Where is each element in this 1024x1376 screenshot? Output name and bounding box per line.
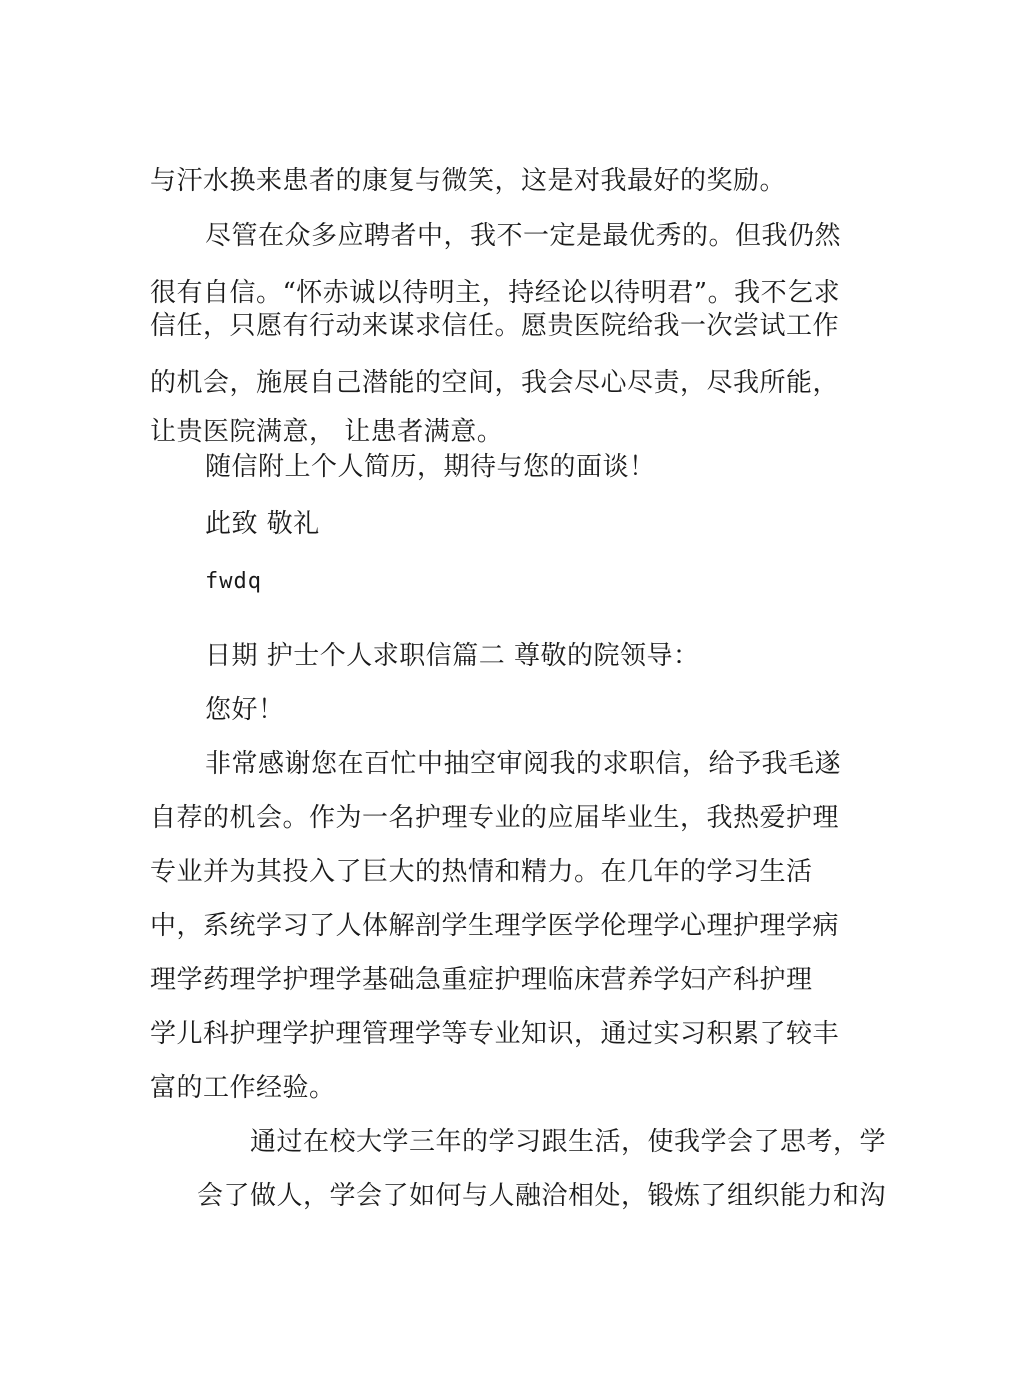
text-line-6: 让贵医院满意， 让患者满意。 — [150, 417, 504, 447]
text-line-12: 非常感谢您在百忙中抽空审阅我的求职信，给予我毛遂 — [205, 749, 842, 779]
text-line-3: 很有自信。“怀赤诚以待明主，持经论以待明君”。我不乞求 — [150, 278, 841, 308]
text-line-5: 的机会，施展自己潜能的空间，我会尽心尽责，尽我所能， — [150, 368, 840, 398]
signature-text: fwdq — [205, 569, 262, 594]
text-line-20: 会了做人，学会了如何与人融洽相处，锻炼了组织能力和沟 — [197, 1181, 887, 1211]
text-line-18: 富的工作经验。 — [150, 1073, 336, 1103]
text-line-19: 通过在校大学三年的学习跟生活，使我学会了思考，学 — [250, 1127, 887, 1157]
text-line-15: 中，系统学习了人体解剖学生理学医学伦理学心理护理学病 — [150, 911, 840, 941]
text-line-16: 理学药理学护理学基础急重症护理临床营养学妇产科护理 — [150, 965, 813, 995]
text-line-2: 尽管在众多应聘者中，我不一定是最优秀的。但我仍然 — [205, 221, 842, 251]
text-line-17: 学儿科护理学护理管理学等专业知识，通过实习积累了较丰 — [150, 1019, 840, 1049]
text-line-1: 与汗水换来患者的康复与微笑，这是对我最好的奖励。 — [150, 166, 787, 196]
closing-salutation: 此致 敬礼 — [205, 509, 320, 539]
text-line-7: 随信附上个人简历，期待与您的面谈！ — [205, 452, 656, 482]
greeting-line: 您好！ — [205, 695, 285, 725]
text-line-14: 专业并为其投入了巨大的热情和精力。在几年的学习生活 — [150, 857, 813, 887]
text-line-4: 信任，只愿有行动来谋求信任。愿贵医院给我一次尝试工作 — [150, 311, 840, 341]
text-line-13: 自荐的机会。作为一名护理专业的应届毕业生，我热爱护理 — [150, 803, 840, 833]
section-heading-line: 日期 护士个人求职信篇二 尊敬的院领导： — [205, 641, 700, 671]
